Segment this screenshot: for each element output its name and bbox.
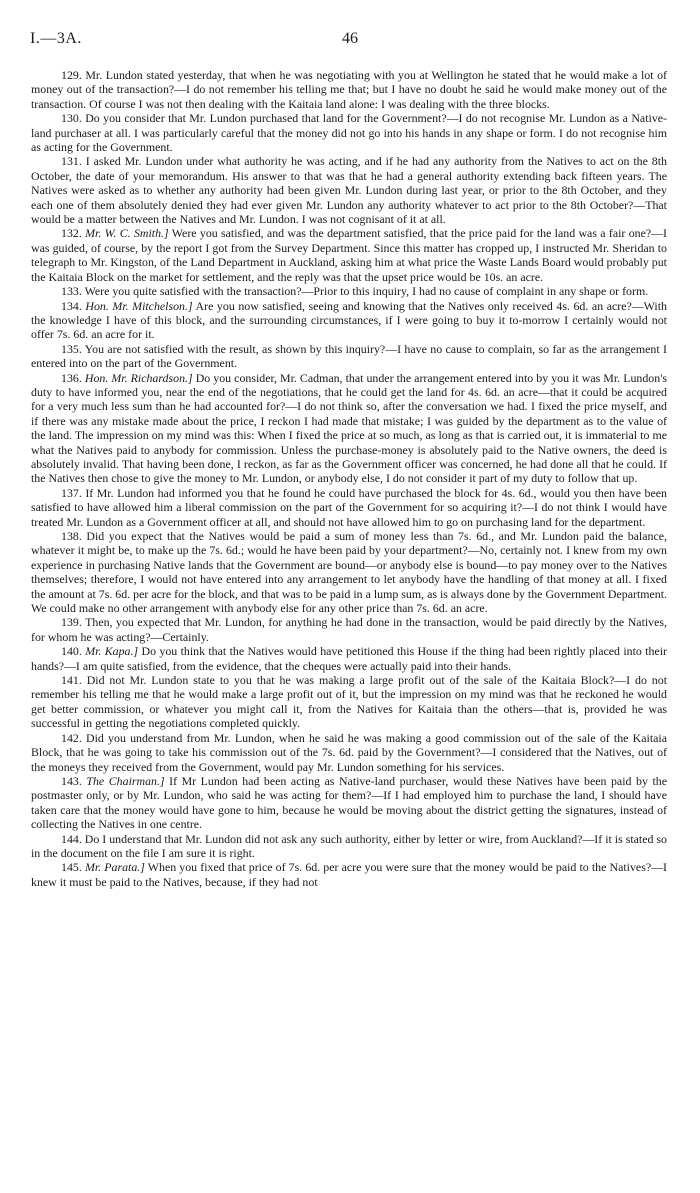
paragraph-text: 129. Mr. Lundon stated yesterday, that when he was negotiating with you at Wellington he stated that he would make a lot of money out of the transaction?—I do not remember his telling me that; but I have no doubt he said he would make money out of the transaction. Of course I was not then dealing with the Kaitaia land alone: I was dealing with the three blocks. [31, 68, 667, 111]
paragraph-text: 144. Do I understand that Mr. Lundon did not ask any such authority, either by letter or wire, from Auckland?—If it is stated so in the document on the file I am sure it is right. [31, 831, 667, 860]
paragraph-141 [31, 673, 667, 731]
page-header [30, 30, 670, 52]
paragraph-number: 140. [61, 644, 82, 659]
paragraph-number: 134. [61, 298, 82, 313]
paragraph-text: Are you now satisfied, seeing and knowing that the Natives only received 4s. 6d. an acre?—With the knowledge I have of this block, and the surrounding circumstances, if I were going to buy it to-morrow I certainly would not offer 7s. 6d. an acre for it. [31, 298, 667, 342]
paragraph-text: 139. Then, you expected that Mr. Lundon, for anything he had done in the transaction, would be paid directly by the Natives, for whom he was acting?—Certainly. [31, 615, 667, 644]
paragraph-text: When you fixed that price of 7s. 6d. per acre you were sure that the money would be paid to the Natives?—I knew it must be paid to the Natives, because, if they had not [31, 860, 667, 889]
paragraph-number: 136. [61, 370, 82, 385]
paragraph-142 [31, 731, 667, 774]
speaker: Hon. Mr. Richardson.] [84, 370, 193, 385]
paragraph-129 [31, 68, 667, 111]
paragraph-text: Do you think that the Natives would have petitioned this House if the thing had been rightly placed into their hands?—I am quite satisfied, from the evidence, that the cheques were actually paid into their hands. [31, 644, 667, 673]
speaker: Hon. Mr. Mitchelson.] [85, 298, 193, 313]
paragraph-143 [31, 774, 667, 832]
paragraph-text: 142. Did you understand from Mr. Lundon, when he said he was making a good commission out of the sale of the Kaitaia Block, that he was going to take his commission out of the 7s. 6d. paid by the Government?—I considered that the Natives, out of the moneys they received from the Government, would pay Mr. Lundon something for his services. [31, 730, 667, 774]
paragraph-text: 138. Did you expect that the Natives would be paid a sum of money less than 7s. 6d., and Mr. Lundon paid the balance, whatever it might be, to make up the 7s. 6d.; would he have been paid by your department?—No, certainly not. I knew from my own experience in purchasing Native lands that the Government are bound—or anybody else is bound—to pay money over to the Natives themselves; therefore, I would not have entered into any arrangement to let anybody have the handling of that money at all. I fixed the amount at 7s. 6d. per acre for the block, and that was to be paid in a lump sum, as is always done by the Government Department. We could make no other arrangement with anybody else for any other price than 7s. 6d. an acre. [31, 529, 667, 616]
paragraph-138 [31, 529, 667, 615]
paragraph-136 [31, 371, 667, 486]
paragraph-text: If Mr Lundon had been acting as Native-land purchaser, would these Natives have been paid by the postmaster only, or by Mr. Lundon, who said he was acting for them?—If I had employed him to purchase the land, I should have taken care that the money would have gone to him, because he would be moving about the district getting the signatures, instead of collecting the Natives in one centre. [31, 773, 667, 832]
paragraph-text: Do you consider, Mr. Cadman, that under the arrangement entered into by you it was Mr. Lundon's duty to have informed you, near the end of the negotiations, that he could get the land for 4s. 6d. an acre—that it could be acquired for a very much less sum than he had accounted for?—I do not think so, after the conversation we had. I fixed the price myself, and if there was any mistake made about the price, I reckon I had made that mistake; I was guided by the department as to the value of the land. The impression on my mind was this: When I fixed the price at so much, as long as that is carried out, it is immaterial to me what the Natives paid to anybody for commission. Unless the purchase-money is absolutely paid to the Native owners, the deed is absolutely invalid. That having been done, I reckon, as far as the Government officer was concerned, he had done all that he could. If the Natives then chose to give the money to Mr. Lundon, or anybody else, I do not consider it part of my duty to follow that up. [31, 370, 667, 486]
paragraph-text: 133. Were you quite satisfied with the transaction?—Prior to this inquiry, I had no cause of complaint in any shape or form. [61, 284, 649, 299]
paragraph-139 [31, 615, 667, 644]
paragraph-131 [31, 154, 667, 226]
paragraph-134 [31, 299, 667, 342]
speaker: Mr. W. C. Smith.] [85, 226, 169, 241]
paragraph-132 [31, 226, 667, 284]
paragraph-number: 145. [61, 860, 82, 875]
paragraph-137 [31, 486, 667, 529]
paragraph-text: 137. If Mr. Lundon had informed you that he found he could have purchased the block for 4s. 6d., would you then have been satisfied to have allowed him a liberal commission on the part of the Government for so acquiring it?—I do not think I would have treated Mr. Lundon as a Government officer at all, and should not have allowed him to go on purchasing land for the department. [31, 485, 667, 529]
evidence-body [31, 68, 667, 889]
paragraph-130 [31, 111, 667, 154]
paragraph-144 [31, 832, 667, 861]
paragraph-145 [31, 860, 667, 889]
speaker: Mr. Kapa.] [85, 644, 139, 659]
paragraph-133 [31, 284, 667, 298]
paragraph-text: 135. You are not satisfied with the result, as shown by this inquiry?—I have no cause to complain, so far as the arrangement I entered into on the part of the Government. [31, 341, 667, 371]
paragraph-text: 131. I asked Mr. Lundon under what authority he was acting, and if he had any authority from the Natives to act on the 8th October, the date of your memorandum. His answer to that was that he had a general authority extending back fifteen years. The Natives were asked as to whether any authority had been given Mr. Lundon during last year, or prior to the 8th October, and they each one of them absolutely denied they had ever given Mr. Lundon any authority whatever to act prior to the 8th October?—That would be a matter between the Natives and Mr. Lundon. I was not cognisant of it at all. [31, 154, 667, 227]
paragraph-135 [31, 342, 667, 371]
paragraph-number: 132. [61, 226, 82, 241]
document-reference: I.—3A. [30, 30, 82, 47]
paragraph-text: 141. Did not Mr. Lundon state to you that he was making a large profit out of the sale of the Kaitaia Block?—I do not remember his telling me that he would make a large profit out of it, but the impression on my mind was that he reckoned he would get better commission, or whatever you might call it, from the Natives for Kaitaia than the others—that is, provided he was successful in getting the negotiations completed quickly. [31, 673, 667, 731]
speaker: Mr. Parata.] [84, 860, 145, 875]
paragraph-number: 143. [61, 773, 82, 788]
paragraph-140 [31, 644, 667, 673]
page-number: 46 [342, 30, 358, 47]
speaker: The Chairman.] [86, 773, 165, 788]
paragraph-text: 130. Do you consider that Mr. Lundon purchased that land for the Government?—I do not recognise Mr. Lundon as a Native-land purchaser at all. I was particularly careful that the money did not go into his hands in any shape or form. I do not recognise him as acting for the Government. [31, 111, 667, 155]
paragraph-text: Were you satisfied, and was the department satisfied, that the price paid for the land was a fair one?—I was guided, of course, by the report I got from the Survey Department. Since this matter has cropped up, I instructed Mr. Sheridan to telegraph to Mr. Kingston, of the Land Department in Auckland, asking him at what price the Waste Lands Board would probably put the Kaitaia Block on the market for settlement, and the reply was that the upset price would be 10s. an acre. [31, 226, 667, 284]
